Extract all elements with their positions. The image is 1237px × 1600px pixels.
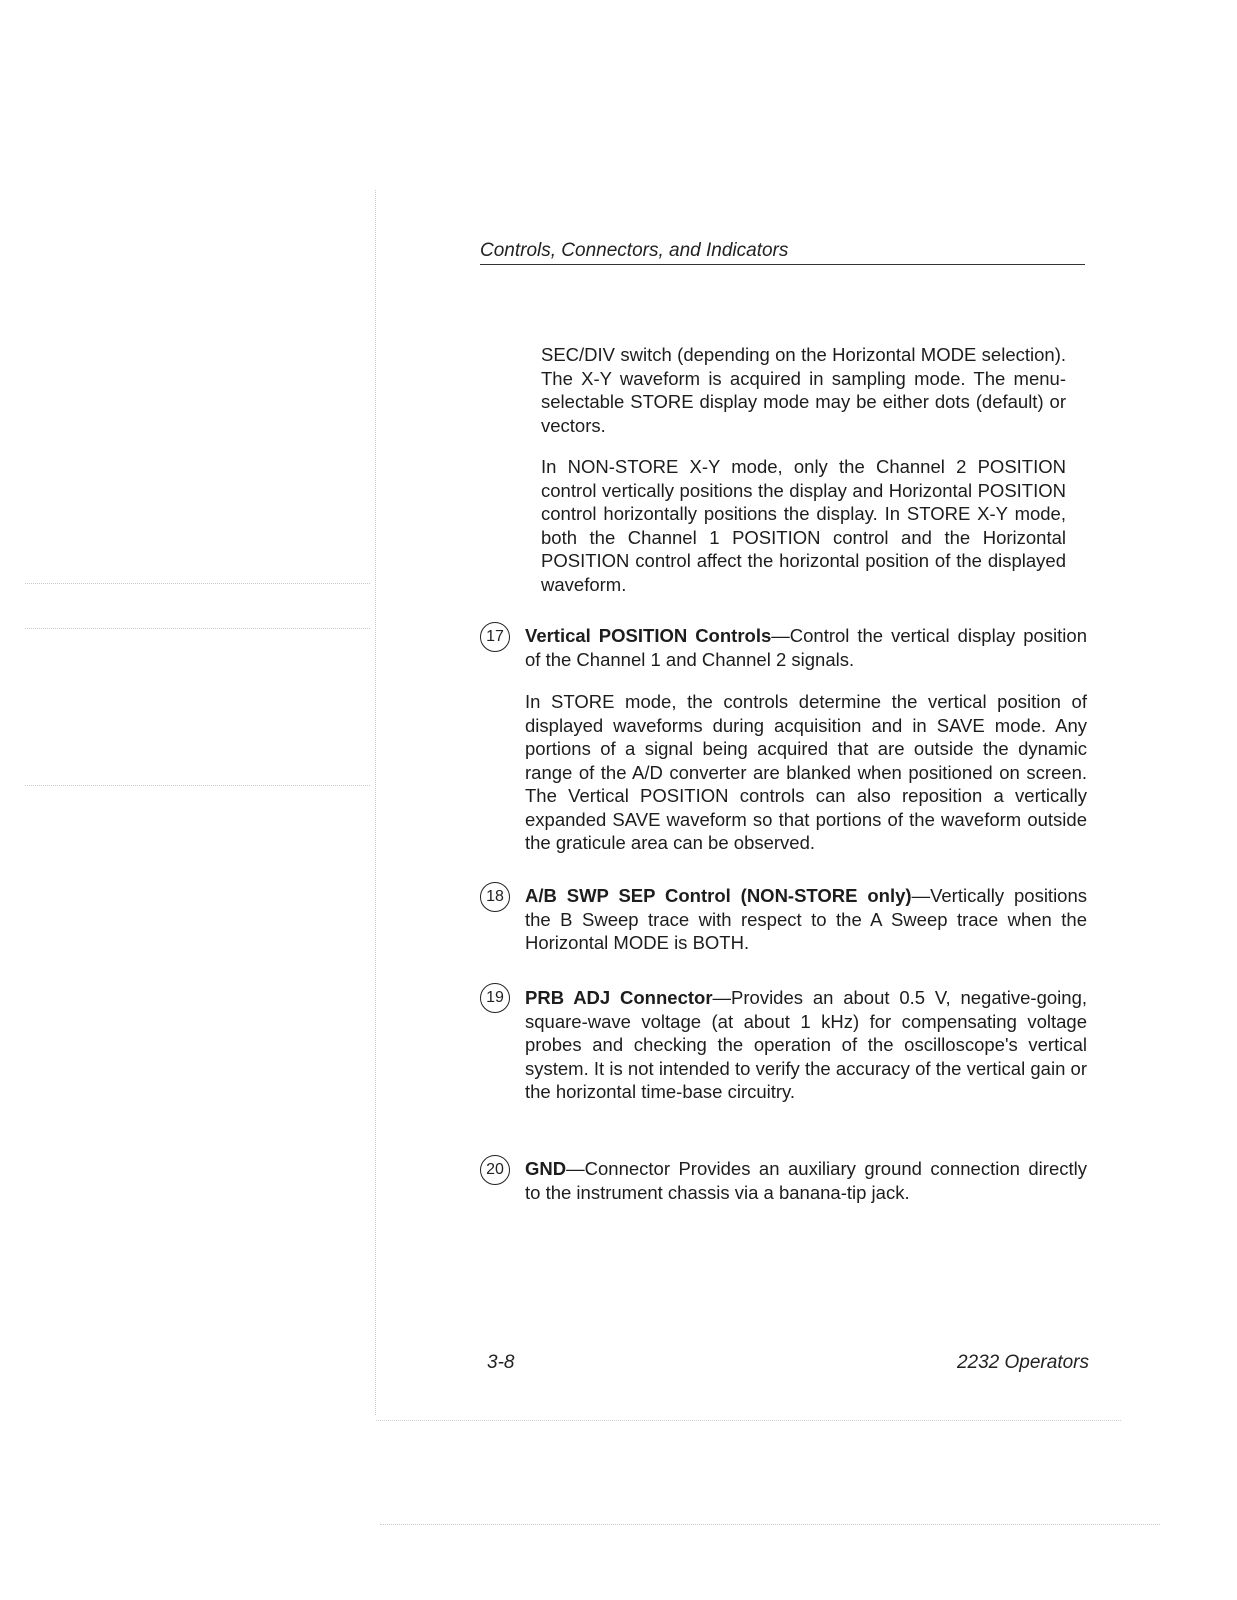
page-number: 3-8 <box>487 1352 515 1373</box>
item-19-description <box>525 986 1087 1104</box>
page-edge-left <box>375 190 376 1415</box>
item-20-text: —Connector Provides an auxiliary ground connection directly to the instrument chassis via a banana-tip jack. <box>525 1158 1087 1203</box>
header-title: Controls, Connectors, and Indicators <box>480 240 789 261</box>
item-19-text: —Provides an about 0.5 V, negative-going, square-wave voltage (at about 1 kHz) for compensating voltage probes and checking the operation of the oscilloscope's vertical system. It is not intended to verify the accuracy of the vertical gain or the horizontal time-base circuitry. <box>525 987 1087 1102</box>
scan-mark <box>380 1524 1160 1525</box>
item-number-badge: 20 <box>480 1155 510 1185</box>
item-number-badge: 18 <box>480 882 510 912</box>
item-number-badge: 19 <box>480 983 510 1013</box>
item-17-description <box>525 624 1087 671</box>
item-20-title: GND <box>525 1158 567 1179</box>
item-18-text: —Vertically positions the B Sweep trace with respect to the A Sweep trace when the Horizontal MODE is BOTH. <box>525 885 1088 953</box>
intro-paragraph-2: In NON-STORE X-Y mode, only the Channel 2 POSITION control vertically positions the display and Horizontal POSITION control horizontally positions the display. In STORE X-Y mode, both the Channel 1 POSITION control and the Horizontal POSITION control affect the horizontal position of the displayed waveform. <box>541 456 1066 595</box>
item-17-extra: In STORE mode, the controls determine the vertical position of displayed waveforms during acquisition and in SAVE mode. Any portions of a signal being acquired that are outside the dynamic range of the A/D converter are blanked when positioned on screen. The Vertical POSITION controls can also reposition a vertically expanded SAVE waveform so that portions of the waveform outside the graticule area can be observed. <box>525 691 1087 853</box>
item-18-description <box>525 884 1087 955</box>
page-header <box>480 240 1085 265</box>
intro-paragraph-1: SEC/DIV switch (depending on the Horizontal MODE selection). The X-Y waveform is acquired in sampling mode. The menu-selectable STORE display mode may be either dots (default) or vectors. <box>541 344 1066 436</box>
manual-title: 2232 Operators <box>956 1352 1089 1373</box>
item-18-title: A/B SWP SEP Control (NON-STORE only) <box>525 885 912 906</box>
scan-mark <box>25 785 370 786</box>
item-20-description <box>525 1157 1087 1204</box>
item-number-badge: 17 <box>480 622 510 652</box>
item-17-text: —Control the vertical display position of the Channel 1 and Channel 2 signals. <box>525 625 1087 670</box>
item-17-title: Vertical POSITION Controls <box>525 625 772 646</box>
page-edge-bottom <box>376 1420 1121 1421</box>
item-19-title: PRB ADJ Connector <box>525 987 713 1008</box>
scan-mark <box>25 583 370 584</box>
scan-mark <box>25 628 370 629</box>
